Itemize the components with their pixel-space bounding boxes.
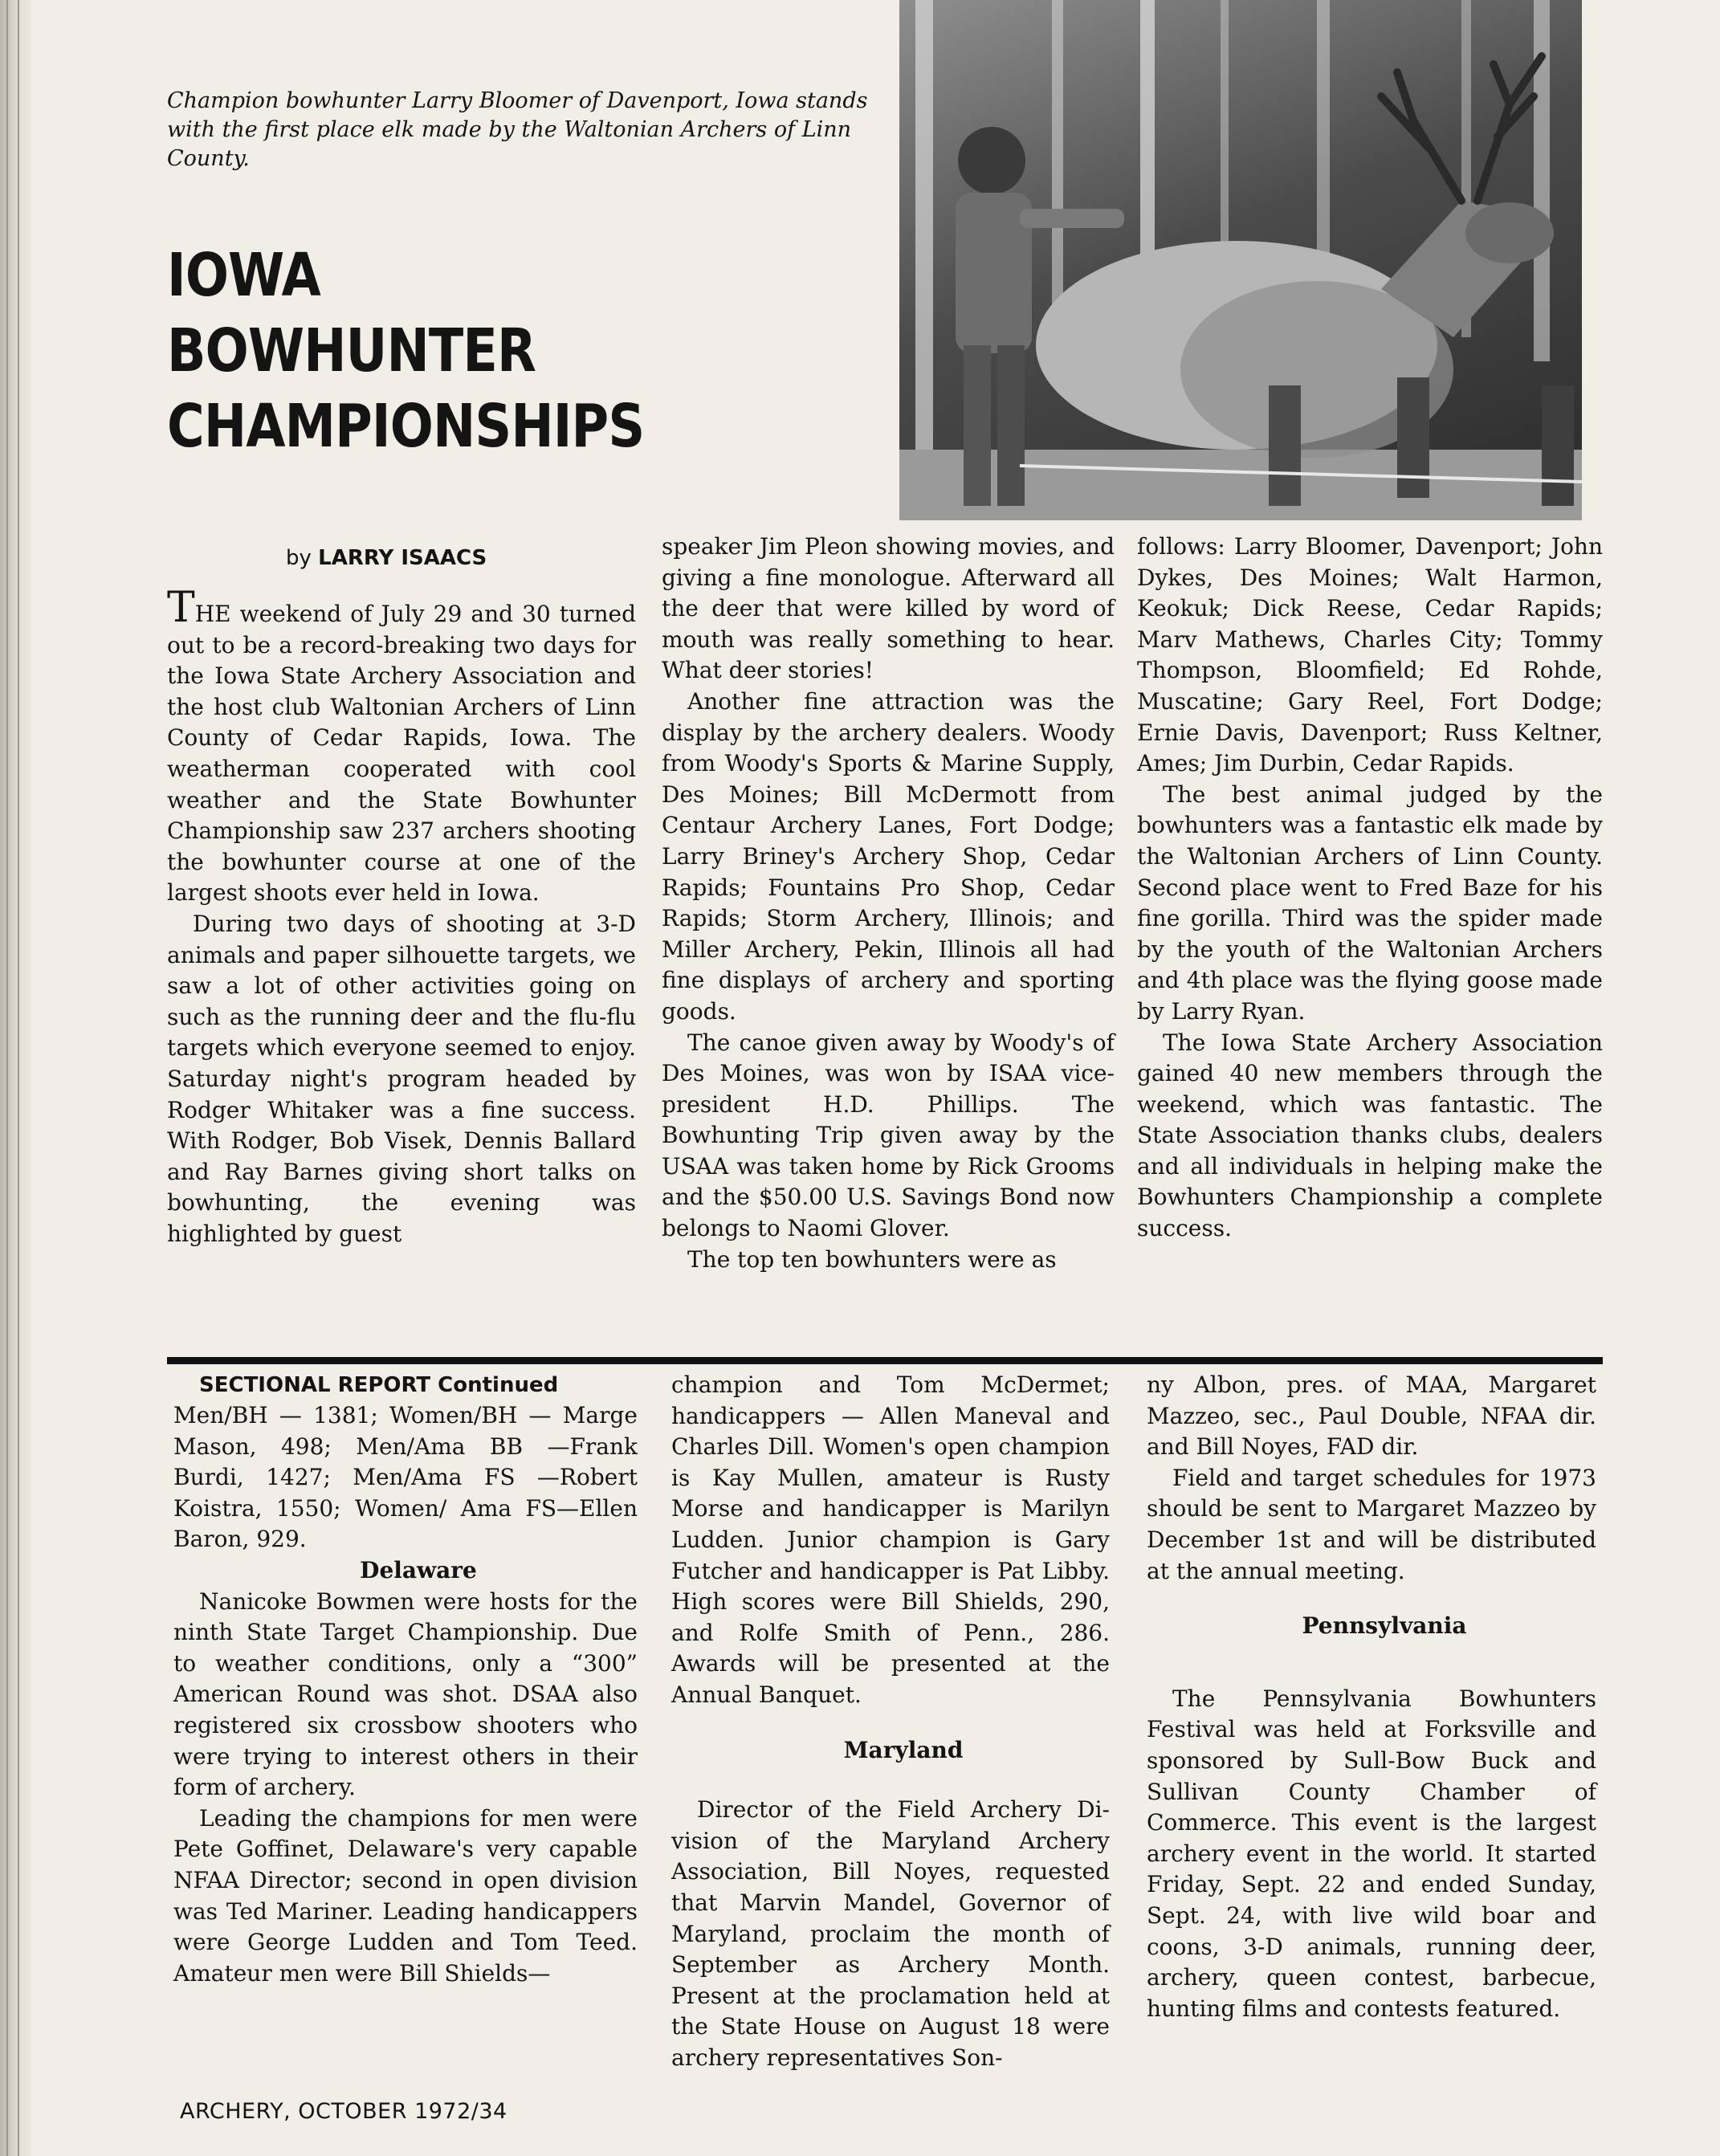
- photo-illustration: [899, 0, 1582, 520]
- sectional-heading: SECTIONAL REPORT Continued: [199, 1373, 559, 1397]
- article-text: HE weekend of July 29 and 30 turned out to be a record-breaking two days for the Iowa State Archery Association and the host club Waltonian Archers of Linn County of Cedar Rapids, Iowa. The weatherman cooperated with cool weather and the State Bowhunter Championship saw 237 archers shooting the bowhunter course at one of the largest shoots ever held in Iowa.: [167, 601, 636, 907]
- sectional-paragraph: Field and target schedules for 1973 should be sent to Margaret Mazzeo by December 1st and will be distributed at the annual meeting.: [1147, 1464, 1596, 1584]
- photo-caption: Champion bowhunter Larry Bloomer of Davenport, Iowa stands with the first place elk made by the Waltonian Archers of Linn County.: [167, 88, 868, 171]
- article-column-2: [662, 532, 1115, 1275]
- article-paragraph: The Iowa State Archery Association gained 40 new members through the weekend, which was fantastic. The State Association thanks clubs, dealers and all individuals in helping make the Bowhunters Championship a complete success.: [1137, 1029, 1603, 1242]
- binding-edge: [0, 0, 31, 2156]
- sectional-paragraph: The Pennsylvania Bowhunters Festival was held at Forksville and sponsored by Sull-Bow Buck and Sullivan County Chamber of Commerce. This event is the largest archery event in the world. It started Friday, Sept. 22 and ended Sunday, Sept. 24, with live wild boar and coons, 3-D animals, running deer, archery, queen contest, barbecue, hunting films and contests featured.: [1147, 1685, 1596, 2022]
- subheading-pennsylvania: Pennsylvania: [1302, 1612, 1467, 1640]
- article-paragraph: The best animal judged by the bowhunters was a fantastic elk made by the Waltonian Archers of Linn County. Second place went to Fred Baze for his fine gorilla. Third was the spider made by the youth of the Waltonian Archers and 4th place was the flying goose made by Larry Ryan.: [1137, 780, 1603, 1025]
- drop-cap: T: [167, 584, 195, 632]
- sectional-column-1: [173, 1370, 638, 1989]
- subheading-maryland: Maryland: [843, 1736, 964, 1763]
- sectional-paragraph: Director of the Field Archery Division of the Maryland Archery Association, Bill Noyes, requested that Marvin Mandel, Governor of Maryland, proclaim the month of September as Archery Month. Present at the proclamation held at the State House on August 18 were archery representatives Son-: [671, 1796, 1110, 2071]
- article-paragraph: follows: Larry Bloomer, Davenport; John Dykes, Des Moines; Walt Harmon, Keokuk; Dick Reese, Cedar Rapids; Marv Mathews, Charles City; Tommy Thompson, Bloomfield; Ed Rohde, Muscatine; Gary Reel, Fort Dodge; Ernie Davis, Davenport; Russ Keltner, Ames; Jim Durbin, Cedar Rapids.: [1137, 533, 1603, 777]
- sectional-paragraph: Men/BH — 1381; Women/BH — Marge Mason, 498; Men/Ama BB —Frank Burdi, 1427; Men/Ama FS —Robert Koistra, 1550; Women/ Ama FS—Ellen Baron, 929.: [173, 1402, 638, 1553]
- sectional-column-3: [1147, 1370, 1596, 2024]
- article-paragraph: The top ten bowhunters were as: [687, 1245, 1057, 1273]
- headline-line-3: CHAMPIONSHIPS: [167, 392, 645, 461]
- headline: [167, 238, 789, 464]
- sectional-paragraph: Nanicoke Bowmen were hosts for the ninth State Target Championship. Due to weather conditions, only a “300” American Round was shot. DSAA also registered six crossbow shooters who were trying to interest others in their form of archery.: [173, 1587, 638, 1801]
- article-paragraph: The canoe given away by Woody's of Des Moines, was won by ISAA vice-president H.D. Phillips. The Bowhunting Trip given away by the USAA was taken home by Rick Grooms and the $50.00 U.S. Savings Bond now belongs to Naomi Glover.: [662, 1029, 1115, 1242]
- elk-photo: [899, 0, 1582, 520]
- headline-line-1: IOWA: [167, 241, 320, 310]
- subheading-delaware: Delaware: [360, 1556, 477, 1583]
- article-paragraph: During two days of shooting at 3-D animals and paper silhouette targets, we saw a lot of other activities going on such as the running deer and the flu-flu targets which everyone seemed to enjoy. Saturday night's program headed by Rodger Whitaker was a fine success. With Rodger, Bob Visek, Dennis Ballard and Ray Barnes giving short talks on bowhunting, the evening was highlighted by guest: [167, 910, 636, 1247]
- sectional-paragraph: ny Albon, pres. of MAA, Margaret Mazzeo, sec., Paul Double, NFAA dir. and Bill Noyes, FAD dir.: [1147, 1371, 1596, 1461]
- article-paragraph: Another fine attraction was the display by the archery dealers. Woody from Woody's Sports & Marine Supply, Des Moines; Bill McDermott from Centaur Archery Lanes, Fort Dodge; Larry Briney's Archery Shop, Cedar Rapids; Fountains Pro Shop, Cedar Rapids; Storm Archery, Illinois; and Miller Archery, Pekin, Illinois all had fine displays of archery and sporting goods.: [662, 687, 1115, 1025]
- article-column-1: [167, 584, 636, 1249]
- sectional-paragraph: Leading the champions for men were Pete Goffinet, Delaware's very capable NFAA Director; second in open division was Ted Mariner. Leading handicappers were George Ludden and Tom Teed. Amateur men were Bill Shields—: [173, 1804, 638, 1987]
- article-column-3: [1137, 532, 1603, 1245]
- page-footer: ARCHERY, OCTOBER 1972/34: [180, 2099, 507, 2124]
- article-paragraph: speaker Jim Pleon showing movies, and giving a fine monologue. Afterward all the deer that were killed by word of mouth was really something to hear. What deer stories!: [662, 533, 1115, 684]
- byline-author: LARRY ISAACS: [318, 546, 487, 570]
- sectional-column-2: [671, 1370, 1110, 2073]
- byline: [286, 546, 487, 570]
- article-paragraph: [167, 584, 636, 909]
- headline-line-2: BOWHUNTER: [167, 316, 536, 385]
- section-divider: [167, 1357, 1603, 1364]
- sectional-paragraph: champion and Tom McDermet; handicappers — Allen Maneval and Charles Dill. Women's open champion is Kay Mullen, amateur is Rusty Morse and handicapper is Marilyn Ludden. Junior champion is Gary Futcher and handicapper is Pat Libby. High scores were Bill Shields, 290, and Rolfe Smith of Penn., 286. Awards will be presented at the Annual Banquet.: [671, 1371, 1110, 1708]
- byline-prefix: by: [286, 546, 312, 570]
